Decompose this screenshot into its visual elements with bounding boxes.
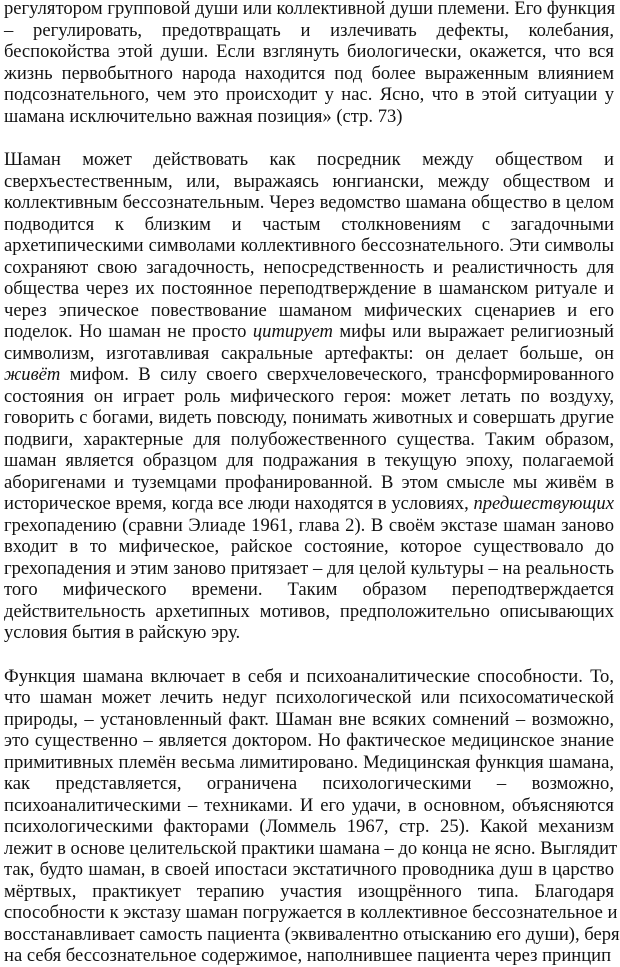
- paragraph-2: [4, 149, 614, 644]
- text-line: грехопадения и этим заново притязает – для целой культуры – на реальность: [4, 557, 614, 579]
- text-line: регулятором групповой души или коллективной души племени. Его функция: [4, 0, 616, 19]
- text-line: общества через их постоянное переподтверждение в шаманском ритуале и: [4, 278, 614, 299]
- text-line: условия бытия в райскую эру.: [4, 622, 241, 643]
- text-line: символизм, изготавливая сакральные артефакты: он делает больше, он: [4, 342, 614, 364]
- text-line: примитивных племён весьма лимитировано. Медицинская функция шамана,: [4, 751, 614, 773]
- text-line: это существенно – является доктором. Но фактическое медицинское знание: [4, 730, 614, 751]
- text-line: сохраняют свою загадочность, непосредственность и реалистичность для: [4, 256, 614, 278]
- text-line: подвиги, характерные для полубожественного существа. Таким образом,: [4, 428, 614, 450]
- paragraph-3: [4, 665, 620, 967]
- text-line: лежит в основе целительской практики шамана – до конца не ясно. Выглядит: [4, 837, 618, 859]
- text-line: на себя бессознательное содержимое, наполнившее пациента через принцип: [4, 945, 612, 966]
- text-line: жизнь первобытного народа находится под более выраженным влиянием: [4, 62, 614, 84]
- text-line: входит в то мифическое, райское состояние, которое существовало до: [4, 536, 614, 557]
- text-line: историческое время, когда все люди находятся в условиях, предшествующих: [4, 493, 614, 514]
- paragraph-gap: [4, 127, 614, 149]
- text-line: мёртвых, практикует терапию участия изощрённого типа. Благодаря: [4, 880, 614, 902]
- text-line: коллективным бессознательным. Через ведомство шамана общество в целом: [4, 192, 614, 213]
- text-line: беспокойства этой души. Если взглянуть биологически, окажется, что вся: [4, 41, 614, 62]
- text-line: аборигенами и туземцами профанированной. В этом смысле мы живём в: [4, 471, 614, 493]
- text-line: как представляется, ограничена психологическими – возможно,: [4, 773, 614, 794]
- text-line: грехопадению (сравни Элиаде 1961, глава 2). В своём экстазе шаман заново: [4, 514, 614, 536]
- text-line: состояния он играет роль мифического героя: может летать по воздуху,: [4, 385, 614, 407]
- text-line: подсознательного, чем это происходит у нас. Ясно, что в этой ситуации у: [4, 84, 614, 105]
- text-line: говорить с богами, видеть повсюду, понимать животных и совершать другие: [4, 407, 614, 428]
- text-line: восстанавливает самость пациента (эквивалентно отысканию его души), беря: [4, 923, 620, 945]
- text-line: природы, – установленный факт. Шаман вне всяких сомнений – возможно,: [4, 708, 614, 730]
- text-line: через эпическое повествование шаманом мифических сценариев и его: [4, 299, 614, 321]
- text-line: шамана исключительно важная позиция» (стр. 73): [4, 105, 403, 127]
- text-line: поделок. Но шаман не просто цитирует мифы или выражает религиозный: [4, 321, 614, 342]
- text-line: архетипическими символами коллективного бессознательного. Эти символы: [4, 235, 614, 256]
- text-line: сверхъестественным, или, выражаясь юнгиански, между обществом и: [4, 170, 614, 192]
- paragraph-1: [4, 0, 614, 127]
- text-line: того мифического времени. Таким образом переподтверждается: [4, 579, 614, 600]
- emphasis-text: предшествующих: [473, 493, 614, 514]
- emphasis-text: живёт: [4, 364, 61, 385]
- text-line: действительность архетипных мотивов, предположительно описывающих: [4, 600, 614, 622]
- paragraph-gap: [4, 644, 614, 666]
- text-line: психоаналитическими – техниками. И его удачи, в основном, объясняются: [4, 794, 614, 816]
- text-line: Шаман может действовать как посредник между обществом и: [4, 149, 614, 170]
- text-line: живёт мифом. В силу своего сверхчеловеческого, трансформированного: [4, 364, 614, 385]
- text-line: способности к экстазу шаман погружается в коллективное бессознательное и: [4, 902, 618, 923]
- text-line: подводится к близким и частым столкновениям с загадочными: [4, 213, 614, 235]
- text-line: так, будто шаман, в своей ипостаси экстатичного проводника душ в царство: [4, 859, 614, 880]
- text-line: психологическими факторами (Ломмель 1967, стр. 25). Какой механизм: [4, 816, 614, 837]
- text-line: что шаман может лечить недуг психологической или психосоматической: [4, 687, 614, 708]
- text-line: шаман является образцом для подражания в текущую эпоху, полагаемой: [4, 450, 614, 471]
- text-line: Функция шамана включает в себя и психоаналитические способности. То,: [4, 665, 614, 687]
- emphasis-text: цитирует: [252, 321, 333, 342]
- text-line: – регулировать, предотвращать и излечивать дефекты, колебания,: [4, 19, 614, 41]
